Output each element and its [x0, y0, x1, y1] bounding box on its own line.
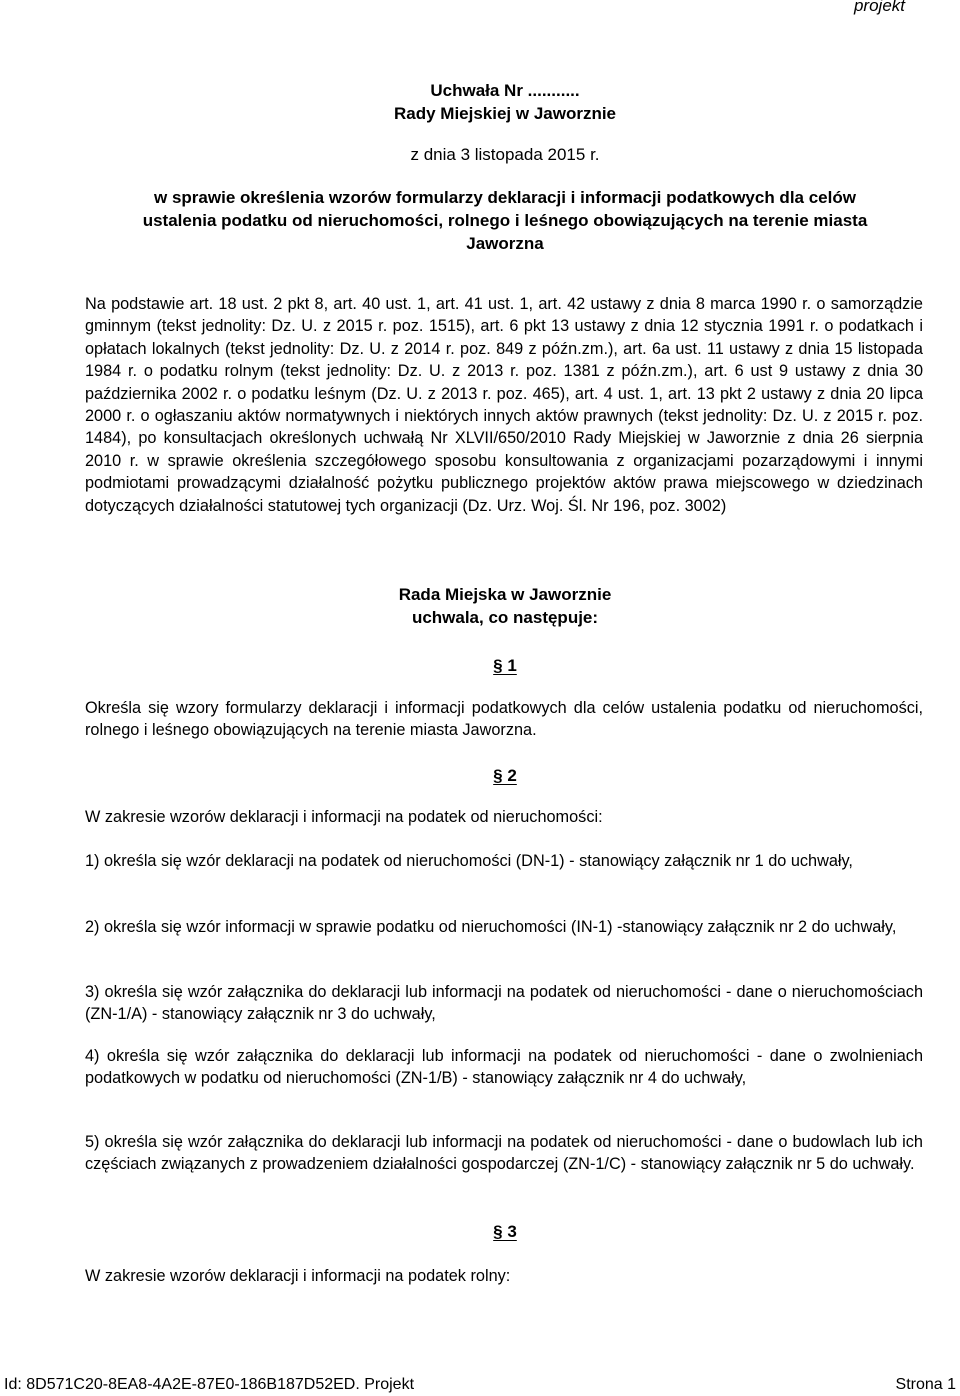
section-3-mark: § 3 — [493, 1222, 517, 1241]
section-2-item-2: 2) określa się wzór informacji w sprawie podatku od nieruchomości (IN-1) -stanowiący załącznik nr 2 do uchwały, — [85, 918, 897, 936]
council-name: Rady Miejskiej w Jaworznie — [393, 104, 617, 123]
section-1-text: Określa się wzory formularzy deklaracji i informacji podatkowych dla celów ustalenia podatku od nieruchomości, rolnego i leśnego obowiązujących na terenie miasta Jaworzna. — [85, 699, 923, 740]
section-2-item-4: 4) określa się wzór załącznika do deklaracji lub informacji na podatek od nieruchomości - dane o zwolnieniach podatkowych w podatku od nieruchomości (ZN-1/B) - stanowiący załącznik nr 4 do uchwały, — [85, 1047, 923, 1088]
subject-line-3: Jaworzna — [466, 234, 544, 253]
section-2-item-3: 3) określa się wzór załącznika do deklaracji lub informacji na podatek od nieruchomości - dane o nieruchomościach (ZN-1/A) - stanowiący załącznik nr 3 do uchwały, — [85, 983, 923, 1024]
resolves-heading-1: Rada Miejska w Jaworznie — [398, 585, 612, 604]
resolves-heading-2: uchwala, co następuje: — [411, 608, 599, 627]
page-number: Strona 1 — [895, 1376, 956, 1393]
section-2-intro: W zakresie wzorów deklaracji i informacji na podatek od nieruchomości: — [85, 808, 603, 826]
section-2-mark: § 2 — [493, 766, 517, 785]
section-3-intro: W zakresie wzorów deklaracji i informacji na podatek rolny: — [85, 1267, 511, 1285]
section-1-mark: § 1 — [493, 656, 517, 675]
draft-mark: projekt — [853, 0, 905, 15]
section-2-item-5: 5) określa się wzór załącznika do deklaracji lub informacji na podatek od nieruchomości - dane o budowlach lub ich częściach związanych z prowadzeniem działalności gospodarczej (ZN-1/C) - stanowiący załącznik nr 5 do uchwały. — [85, 1133, 923, 1174]
section-2-item-1: 1) określa się wzór deklaracji na podatek od nieruchomości (DN-1) - stanowiący załącznik nr 1 do uchwały, — [85, 852, 853, 870]
resolution-number: Uchwała Nr ........... — [430, 81, 580, 100]
legal-basis-paragraph: Na podstawie art. 18 ust. 2 pkt 8, art. 40 ust. 1, art. 41 ust. 1, art. 42 ustawy z dnia 8 marca 1990 r. o samorządzie gminnym (tekst jednolity: Dz. U. z 2015 r. poz. 1515), art. 6 pkt 13 ustawy z dnia 12 stycznia 1991 r. o podatkach i opłatach lokalnych (tekst jednolity: Dz. U. z 2014 r. poz. 849 z późn.zm.), art. 6a ust. 11 ustawy z dnia 15 listopada 1984 r. o podatku rolnym (tekst jednolity: Dz. U. z 2013 r. poz. 1381 z późn.zm.), art. 6 ust 9 ustawy z dnia 30 października 2002 r. o podatku leśnym (Dz. U. z 2013 r. poz. 465), art. 4 ust. 1, art. 13 pkt 2 ustawy z dnia 20 lipca 2000 r. o ogłaszaniu aktów normatywnych i niektórych innych aktów prawnych (tekst jednolity: Dz. U. z 2015 r. poz. 1484), po konsultacjach określonych uchwałą Nr XLVII/650/2010 Rady Miejskiej w Jaworznie z dnia 26 sierpnia 2010 r. w sprawie określenia szczegółowego sposobu konsultowania z organizacjami pozarządowymi i innymi podmiotami prowadzącymi działalność pożytku publicznego projektów aktów prawa miejscowego w dziedzinach dotyczących działalności statutowej tych organizacji (Dz. Urz. Woj. Śl. Nr 196, poz. 3002) — [85, 295, 923, 515]
subject-line-2: ustalenia podatku od nieruchomości, rolnego i leśnego obowiązujących na terenie miasta — [142, 211, 868, 230]
resolution-date: z dnia 3 listopada 2015 r. — [410, 145, 600, 164]
document-id: Id: 8D571C20-8EA8-4A2E-87E0-186B187D52ED. Projekt — [4, 1376, 415, 1393]
subject-line-1: w sprawie określenia wzorów formularzy deklaracji i informacji podatkowych dla celów — [154, 188, 856, 207]
